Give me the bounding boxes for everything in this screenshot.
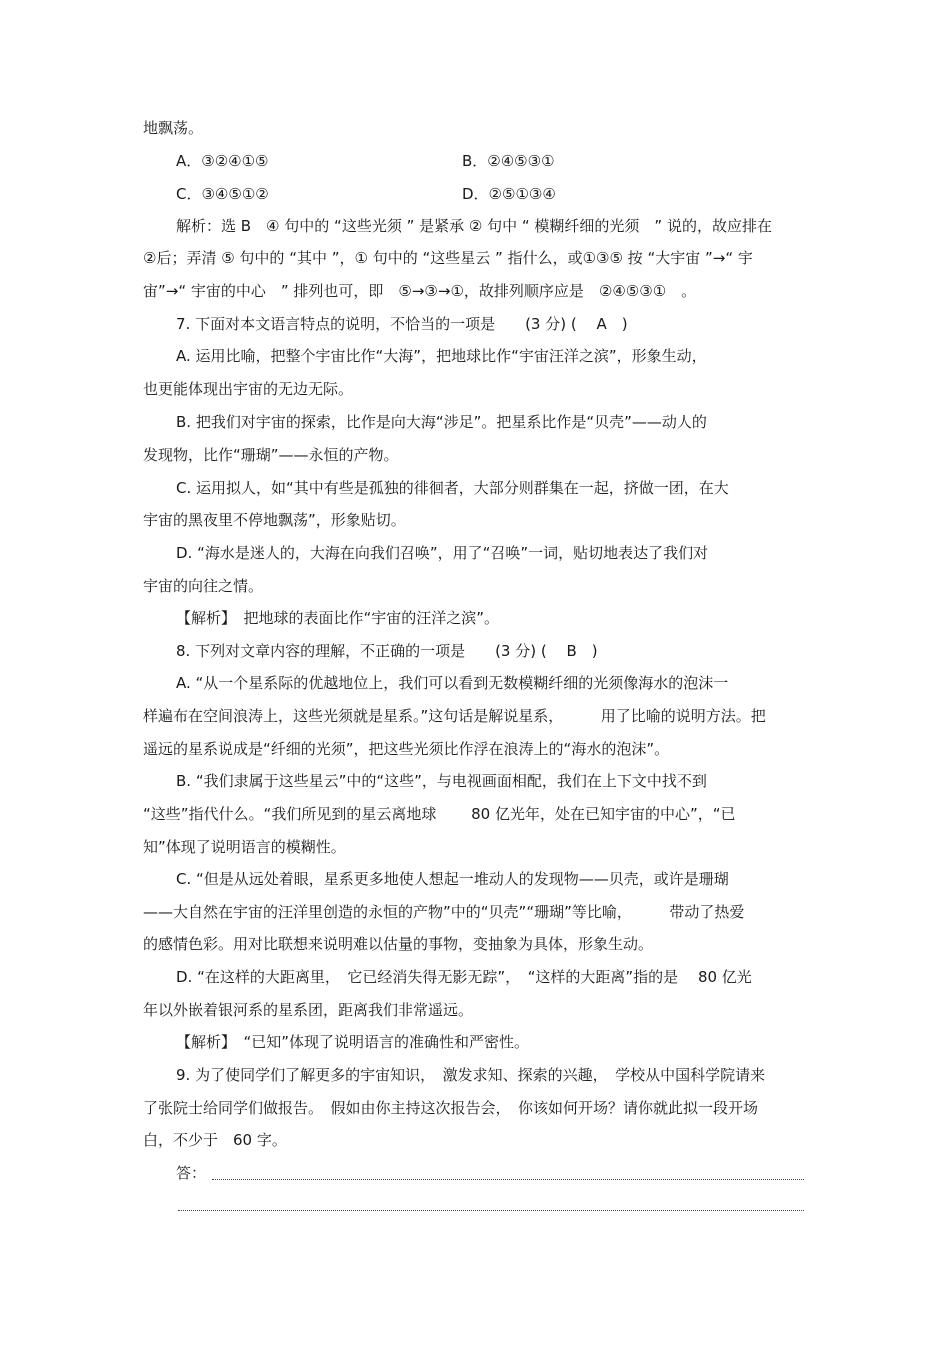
- line-1: 地飘荡。: [143, 119, 204, 137]
- q7-a-line-2: 也更能体现出宇宙的无边无际。: [143, 380, 354, 398]
- question-9-line-2: 了张院士给同学们做报告。 假如由你主持这次报告会， 你该如何开场？请你就此拟一段开场: [143, 1099, 759, 1117]
- q7-c-line-2: 宇宙的黑夜里不停地飘荡”，形象贴切。: [143, 511, 406, 529]
- q8-analysis: 【解析】 “已知”体现了说明语言的准确性和严密性。: [176, 1033, 530, 1051]
- q8-a-line-3: 遥远的星系说成是“纤细的光须”，把这些光须比作浮在浪涛上的“海水的泡沫”。: [143, 740, 670, 758]
- question-8: 8. 下列对文章内容的理解，不正确的一项是 (3 分) ( B ): [176, 642, 598, 660]
- q7-d-line-1: D. “海水是迷人的，大海在向我们召唤”，用了“召唤”一词，贴切地表达了我们对: [176, 544, 709, 562]
- q7-d-line-2: 宇宙的向往之情。: [143, 577, 264, 595]
- option-d: D．②⑤①③④: [462, 185, 556, 203]
- analysis-6-line-1: 解析：选 B ④ 句中的 “这些光须 ” 是紧承 ② 句中 “ 模糊纤细的光须 ” 说的，故应排在: [176, 217, 772, 235]
- q8-c-line-1: C. “但是从远处着眼，星系更多地使人想起一堆动人的发现物——贝壳，或许是珊瑚: [176, 870, 729, 888]
- q8-c-line-2: ——大自然在宇宙的汪洋里创造的永恒的产物”中的“贝壳”“珊瑚”等比喻， 带动了热爱: [143, 903, 745, 921]
- q8-d-line-1: D. “在这样的大距离里， 它已经消失得无影无踪”， “这样的大距离”指的是 80 亿光: [176, 968, 752, 986]
- q8-a-line-1: A. “从一个星系际的优越地位上，我们可以看到无数模糊纤细的光须像海水的泡沫一: [176, 674, 729, 692]
- analysis-6-line-2: ②后；弄清 ⑤ 句中的 “其中 ”，① 句中的 “这些星云 ” 指什么，或①③⑤ 按 “大宇宙 ”→“ 宇: [143, 249, 753, 267]
- option-a: A．③②④①⑤: [176, 152, 269, 170]
- q7-b-line-2: 发现物，比作“珊瑚”——永恒的产物。: [143, 446, 399, 464]
- question-7: 7. 下面对本文语言特点的说明，不恰当的一项是 (3 分) ( A ): [176, 315, 628, 333]
- answer-label: 答：: [176, 1164, 207, 1182]
- q7-analysis: 【解析】 把地球的表面比作“宇宙的汪洋之滨”。: [176, 609, 500, 627]
- q7-b-line-1: B. 把我们对宇宙的探索，比作是向大海“涉足”。把星系比作是“贝壳”——动人的: [176, 413, 707, 431]
- option-b: B．②④⑤③①: [462, 152, 555, 170]
- q8-b-line-1: B. “我们隶属于这些星云”中的“这些”，与电视画面相配，我们在上下文中找不到: [176, 772, 707, 790]
- q8-d-line-2: 年以外嵌着银河系的星系团，距离我们非常遥远。: [143, 1001, 474, 1019]
- q8-b-line-2: “这些”指代什么。“我们所见到的星云离地球 80 亿光年，处在已知宇宙的中心”，“已: [143, 805, 736, 823]
- question-9-line-3: 白，不少于 60 字。: [143, 1131, 287, 1149]
- q8-b-line-3: 知”体现了说明语言的模糊性。: [143, 838, 346, 856]
- analysis-6-line-3: 宙”→“ 宇宙的中心 ” 排列也可，即 ⑤→③→①，故排列顺序应是 ②④⑤③① 。: [143, 282, 697, 300]
- q8-c-line-3: 的感情色彩。用对比联想来说明难以估量的事物，变抽象为具体，形象生动。: [143, 935, 654, 953]
- q8-a-line-2: 样遍布在空间浪涛上，这些光须就是星系。”这句话是解说星系， 用了比喻的说明方法。把: [143, 707, 766, 725]
- q7-c-line-1: C. 运用拟人，如“其中有些是孤独的徘徊者，大部分则群集在一起，挤做一团，在大: [176, 479, 729, 497]
- q7-a-line-1: A. 运用比喻，把整个宇宙比作“大海”，把地球比作“宇宙汪洋之滨”，形象生动，: [176, 347, 707, 365]
- option-c: C．③④⑤①②: [176, 185, 269, 203]
- answer-line-2: [178, 1210, 804, 1211]
- answer-line-1: [212, 1179, 804, 1180]
- question-9-line-1: 9. 为了使同学们了解更多的宇宙知识， 激发求知、探索的兴趣， 学校从中国科学院请来: [176, 1066, 766, 1084]
